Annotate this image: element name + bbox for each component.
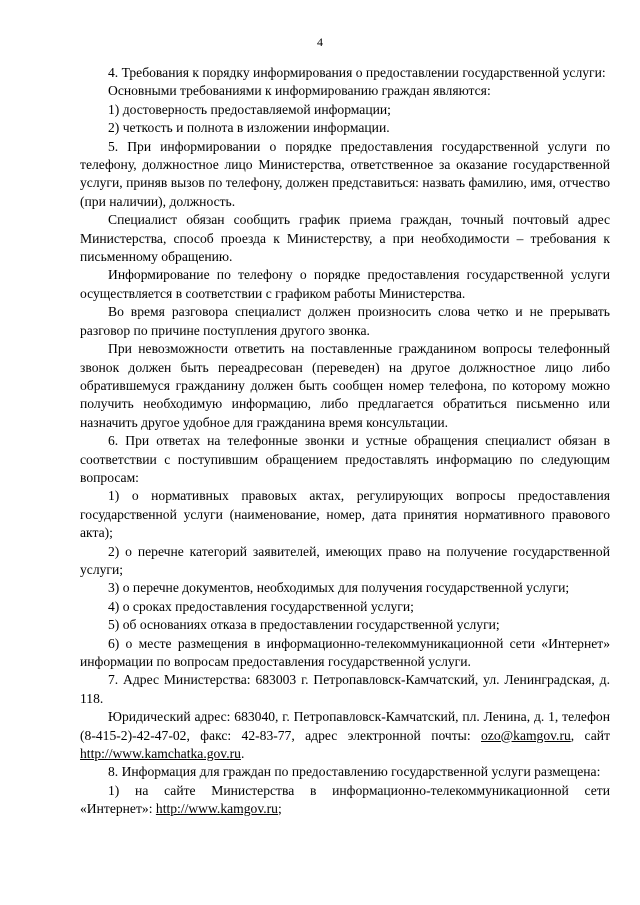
document-body [80,64,610,819]
page-number: 4 [317,35,323,49]
paragraph-text: Юридический адрес: 683040, г. Петропавловск-Камчатский, пл. Ленина, д. 1, телефон (8-415-2)-42-47-02, факс: 42-83-77, адрес электронной почты: [80,709,610,743]
paragraph: 2) о перечне категорий заявителей, имеющих право на получение государственной услуги; [80,543,610,577]
paragraph: 6) о месте размещения в информационно-телекоммуникационной сети «Интернет» информации по вопросам предоставления государственной услуги. [80,635,610,669]
paragraph: 8. Информация для граждан по предоставлению государственной услуги размещена: [108,764,601,780]
paragraph: 1) достоверность предоставляемой информации; [108,101,391,117]
email-link[interactable]: ozo@kamgov.ru [481,727,571,743]
paragraph-text: . [240,746,245,762]
paragraph: Специалист обязан сообщить график приема граждан, точный почтовый адрес Министерства, способ проезда к Министерству, а при необходимости – требования к письменному обращению. [80,212,610,265]
paragraph: 6. При ответах на телефонные звонки и устные обращения специалист обязан в соответствии с поступившим обращением предоставлять информацию по следующим вопросам: [80,433,610,485]
paragraph-text: ; [277,801,282,817]
paragraph: Основными требованиями к информированию граждан являются: [108,83,491,99]
paragraph: При невозможности ответить на поставленные гражданином вопросы телефонный звонок должен быть переадресован (переведен) на другое должностное лицо либо обратившемуся гражданину должен быть сообщен номер телефона, по которому можно получить необходимую информацию, либо предлагается обратиться письменно или назначить другое удобное для гражданина время консультации. [80,341,610,430]
website-link[interactable]: http://www.kamgov.ru [155,801,278,817]
paragraph: Во время разговора специалист должен произносить слова четко и не прерывать разговор по причине поступления другого звонка. [80,304,610,338]
paragraph: 4. Требования к порядку информирования о предоставлении государственной услуги: [108,65,606,80]
paragraph: 5. При информировании о порядке предоставления государственной услуги по телефону, должностное лицо Министерства, ответственное за оказание государственной услуги, приняв вызов по телефону, должен представиться: назвать фамилию, имя, отчество (при наличии), должность. [80,138,610,209]
paragraph [80,708,610,763]
paragraph: 3) о перечне документов, необходимых для получения государственной услуги; [108,580,570,596]
paragraph: 1) о нормативных правовых актах, регулирующих вопросы предоставления государственной услуги (наименование, номер, дата принятия нормативного правового акта); [80,488,610,541]
paragraph-text: , сайт [570,727,611,743]
paragraph: 2) четкость и полнота в изложении информации. [108,120,390,136]
paragraph: 7. Адрес Министерства: 683003 г. Петропавловск-Камчатский, ул. Ленинградская, д. 118. [80,672,610,706]
paragraph: Информирование по телефону о порядке предоставления государственной услуги осуществляется в соответствии с графиком работы Министерства. [80,267,610,301]
paragraph: 4) о сроках предоставления государственной услуги; [108,598,414,614]
website-link[interactable]: http://www.kamchatka.gov.ru [80,746,241,762]
paragraph [80,782,610,819]
paragraph: 5) об основаниях отказа в предоставлении государственной услуги; [108,617,500,633]
paragraph-text: 1) на сайте Министерства в информационно-телекоммуникационной сети «Интернет»: [80,782,610,817]
